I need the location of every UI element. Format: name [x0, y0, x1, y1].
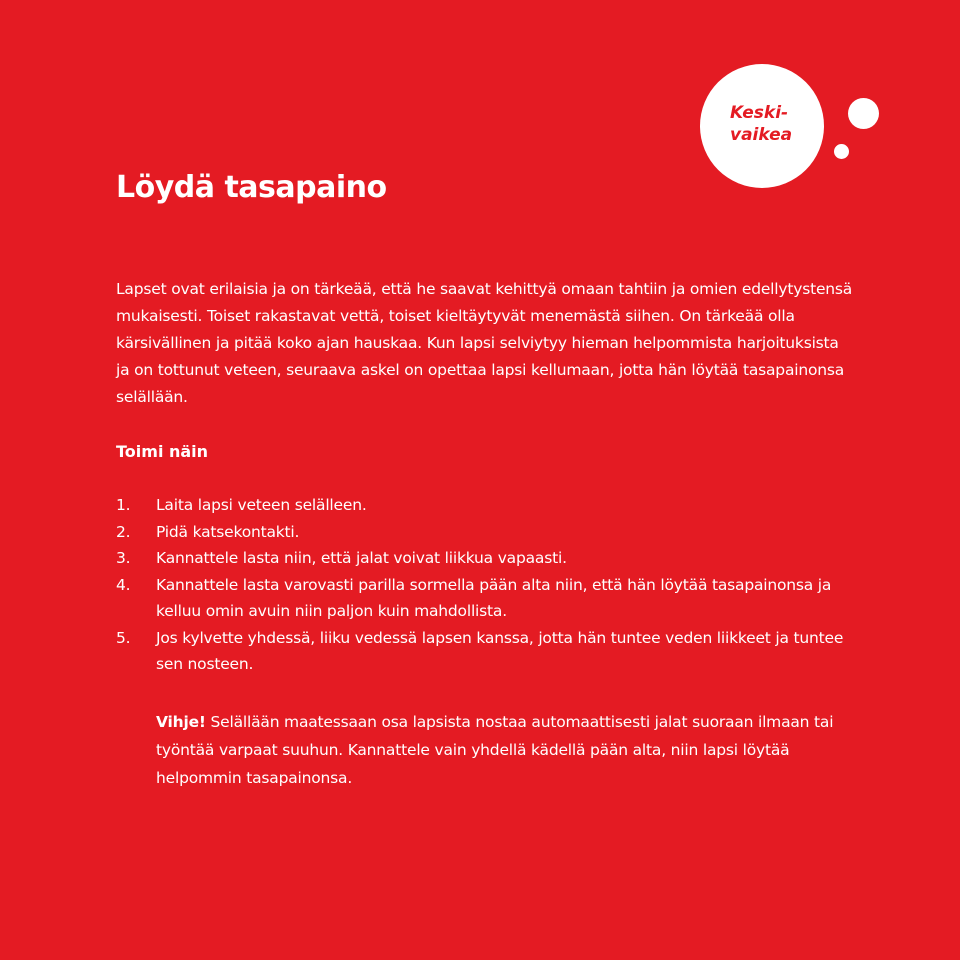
- step-item: [116, 545, 856, 572]
- step-text: Pidä katsekontakti.: [156, 522, 300, 541]
- decorative-bubble-large: [848, 98, 879, 129]
- tip-text: Selällään maatessaan osa lapsista nostaa automaattisesti jalat suoraan ilmaan tai työntää varpaat suuhun. Kannattele vain yhdellä kädellä pään alta, niin lapsi löytää helpommin tasapainonsa.: [156, 713, 834, 787]
- steps-list: [116, 492, 856, 678]
- difficulty-label-line1: Keski-: [730, 103, 789, 123]
- step-item: [116, 492, 856, 519]
- step-number: 1.: [116, 496, 131, 514]
- tip-label: Vihje!: [156, 713, 206, 731]
- step-item: [116, 625, 856, 678]
- step-text: Laita lapsi veteen selälleen.: [156, 496, 367, 514]
- step-number: 4.: [116, 575, 131, 594]
- step-text: Kannattele lasta niin, että jalat voivat liikkua vapaasti.: [156, 549, 567, 567]
- difficulty-label-line2: vaikea: [730, 125, 793, 145]
- step-number: 3.: [116, 549, 131, 567]
- difficulty-badge: [700, 64, 824, 188]
- instructions-heading: Toimi näin: [116, 442, 209, 461]
- step-text: Kannattele lasta varovasti parilla sormella pään alta niin, että hän löytää tasapainonsa ja kelluu omin avuin niin paljon kuin mahdollista.: [156, 575, 832, 620]
- tip-paragraph: [156, 708, 856, 792]
- page-title: Löydä tasapaino: [116, 170, 387, 205]
- step-item: [116, 572, 856, 625]
- step-text: Jos kylvette yhdessä, liiku vedessä lapsen kanssa, jotta hän tuntee veden liikkeet ja tuntee sen nosteen.: [156, 628, 844, 673]
- intro-paragraph: Lapset ovat erilaisia ja on tärkeää, että he saavat kehittyä omaan tahtiin ja omien edellytystensä mukaisesti. Toiset rakastavat vettä, toiset kieltäytyvät menemästä siihen. On tärkeää olla kärsivällinen ja pitää koko ajan hauskaa. Kun lapsi selviytyy hieman helpommista harjoituksista ja on tottunut veteen, seuraava askel on opettaa lapsi kellumaan, jotta hän löytää tasapainonsa selällään.: [116, 280, 853, 406]
- step-number: 2.: [116, 522, 131, 541]
- difficulty-label: [730, 102, 792, 146]
- step-item: [116, 519, 856, 546]
- step-number: 5.: [116, 628, 131, 647]
- decorative-bubble-small: [834, 144, 849, 159]
